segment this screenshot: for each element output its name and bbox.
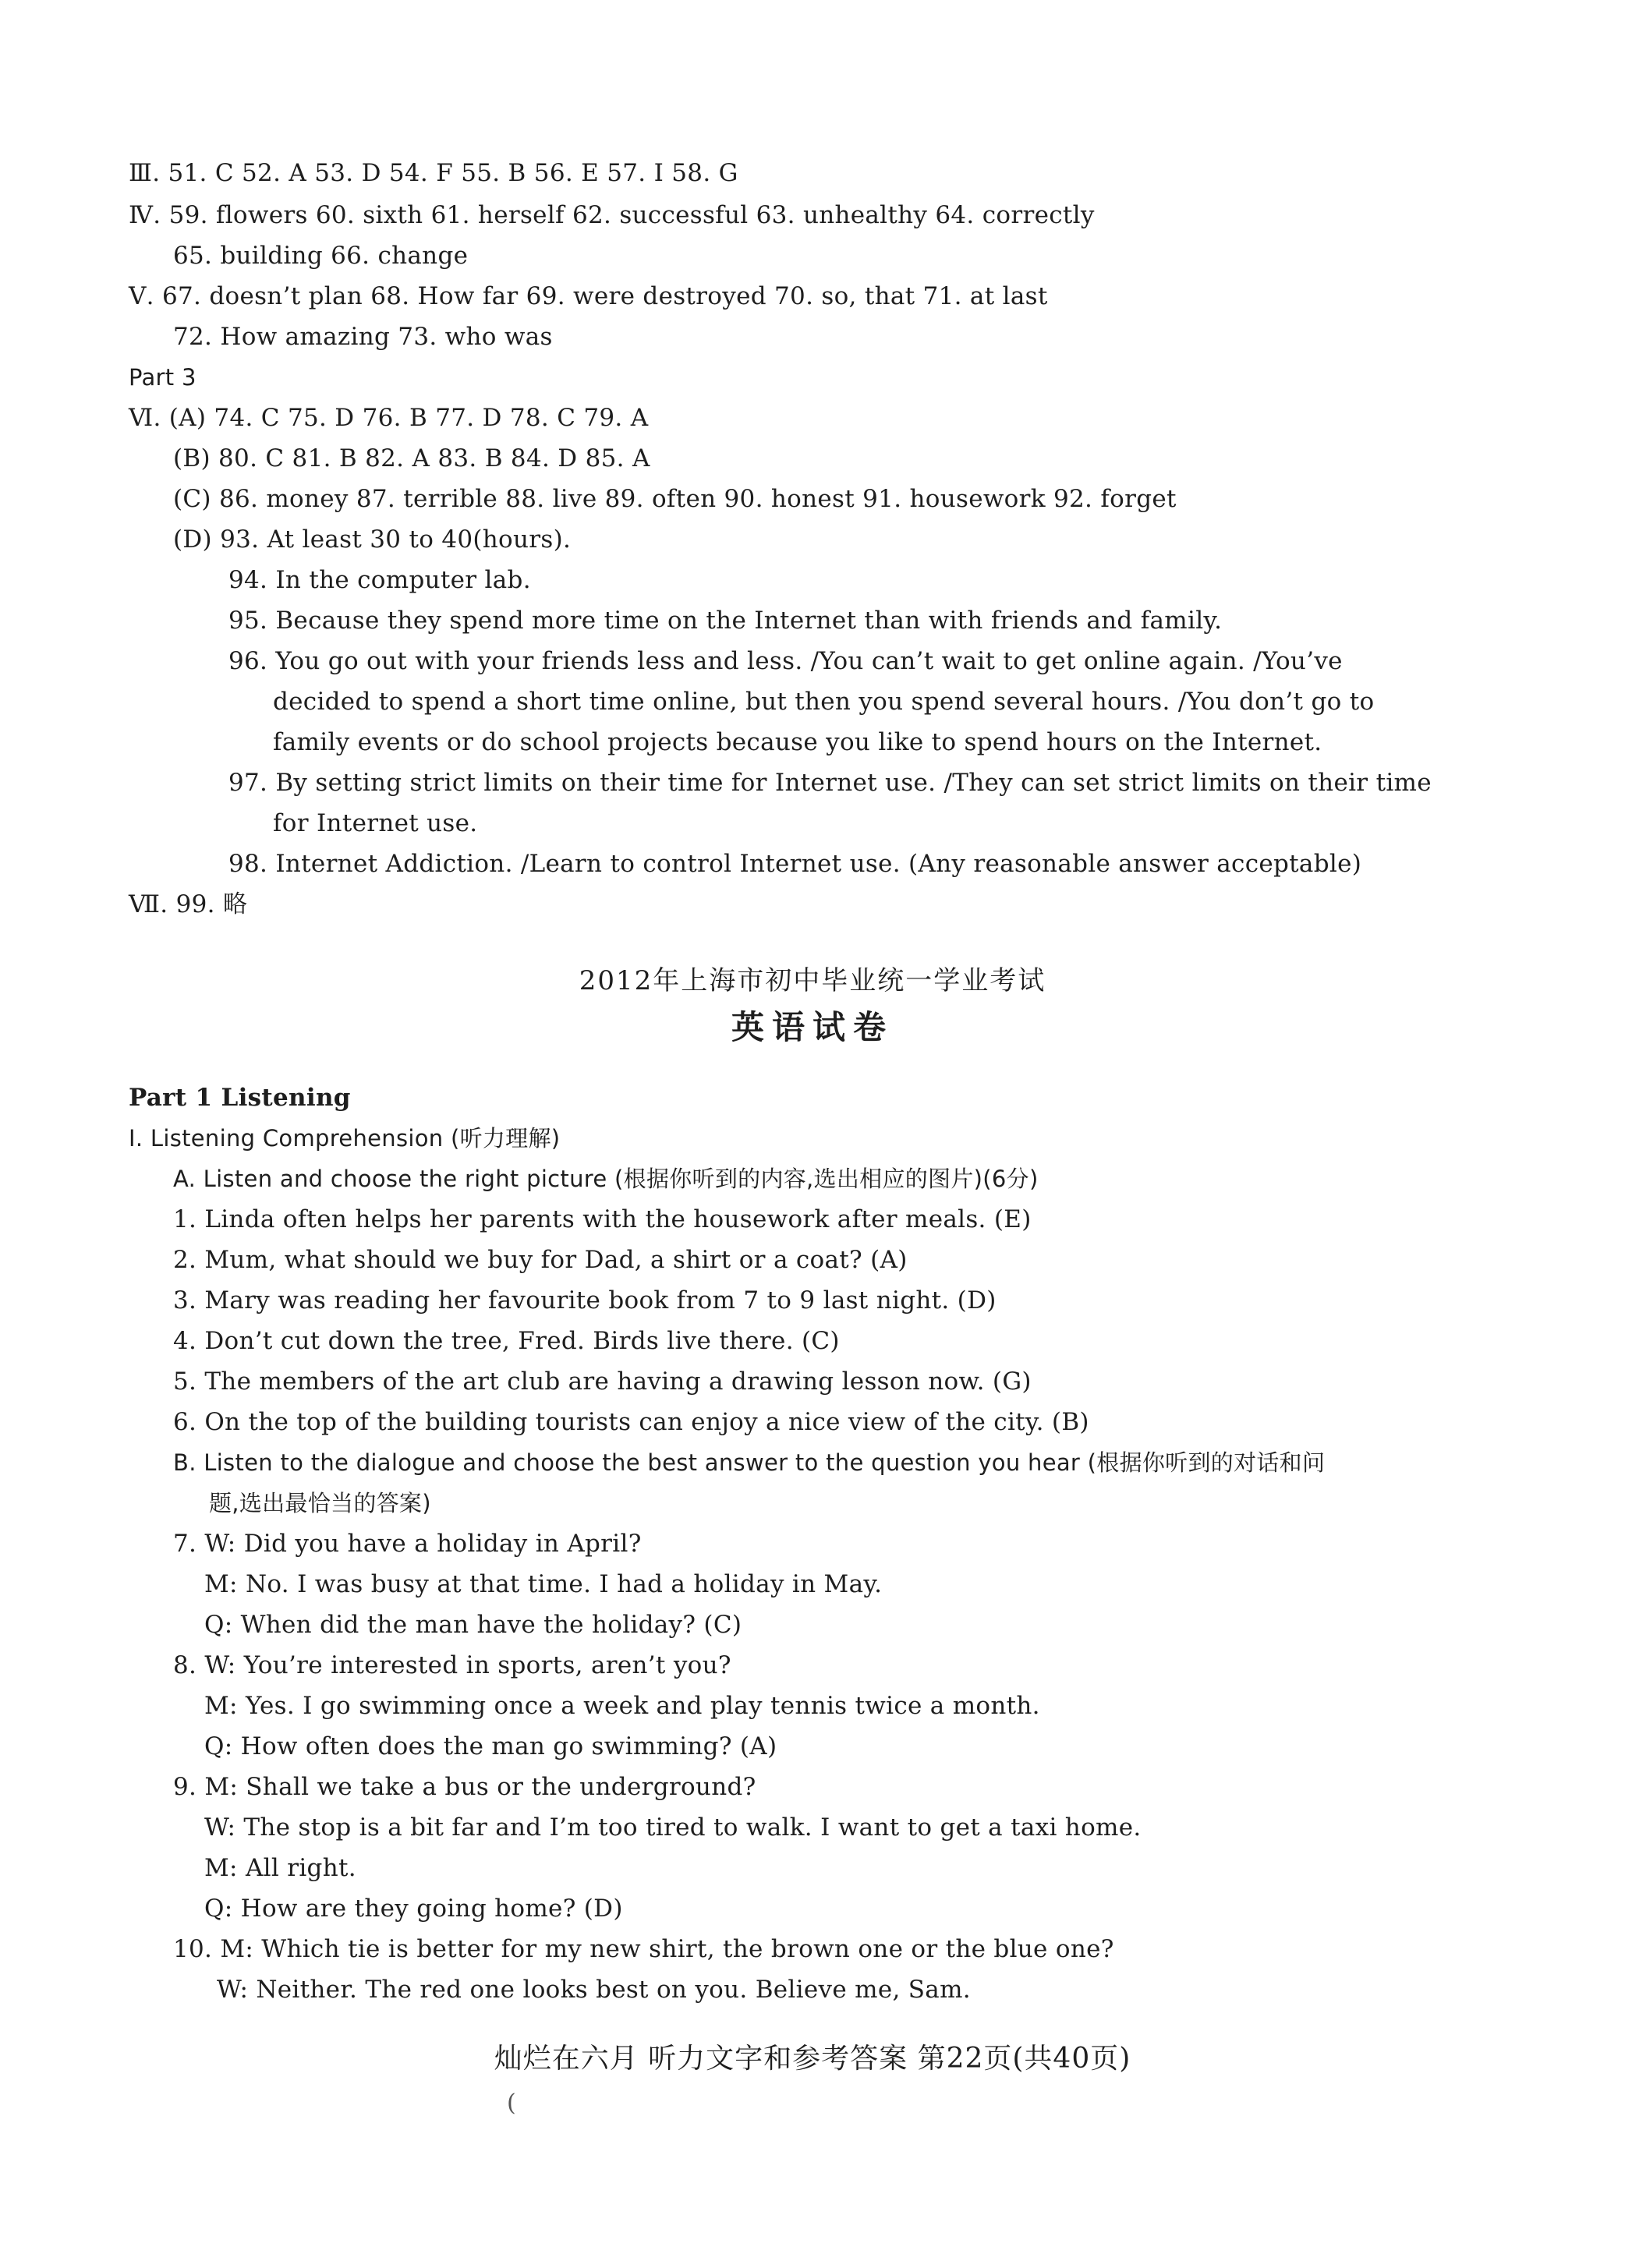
part-3-heading: Part 3 [129, 364, 196, 391]
answer-line-97: 97. By setting strict limits on their time for Internet use. /They can set strict limits on their time [228, 769, 1432, 797]
listening-item-1: 1. Linda often helps her parents with the housework after meals. (E) [173, 1205, 1032, 1233]
answer-line-vi-a: Ⅵ. (A) 74. C 75. D 76. B 77. D 78. C 79. A [129, 404, 649, 432]
section-a-instruction: A. Listen and choose the right picture (根据你听到的内容,选出相应的图片)(6分) [173, 1166, 1039, 1192]
section-i-heading: Ⅰ. Listening Comprehension (听力理解) [129, 1125, 561, 1152]
dialogue-9-m: 9. M: Shall we take a bus or the underground? [173, 1773, 756, 1801]
listening-item-4: 4. Don’t cut down the tree, Fred. Birds live there. (C) [173, 1327, 840, 1355]
dialogue-7-q: Q: When did the man have the holiday? (C) [204, 1611, 742, 1639]
dialogue-9-q: Q: How are they going home? (D) [204, 1895, 623, 1923]
dialogue-10-m: 10. M: Which tie is better for my new shirt, the brown one or the blue one? [173, 1935, 1114, 1963]
answer-line-95: 95. Because they spend more time on the Internet than with friends and family. [228, 607, 1223, 635]
answer-line-v: Ⅴ. 67. doesn’t plan 68. How far 69. were destroyed 70. so, that 71. at last [129, 282, 1048, 310]
answer-line-97-cont: for Internet use. [273, 809, 478, 837]
answer-line-iii: Ⅲ. 51. C 52. A 53. D 54. F 55. B 56. E 57. I 58. G [129, 159, 738, 187]
dialogue-8-m: M: Yes. I go swimming once a week and play tennis twice a month. [204, 1692, 1040, 1720]
dialogue-8-w: 8. W: You’re interested in sports, aren’t you? [173, 1651, 731, 1679]
answer-line-vi-c: (C) 86. money 87. terrible 88. live 89. often 90. honest 91. housework 92. forget [173, 485, 1177, 513]
answer-line-iv: Ⅳ. 59. flowers 60. sixth 61. herself 62. successful 63. unhealthy 64. correctly [129, 201, 1095, 229]
answer-line-iv-cont: 65. building 66. change [173, 242, 469, 270]
exam-title: 2012年上海市初中毕业统一学业考试 [579, 965, 1046, 996]
answer-line-vii: Ⅶ. 99. 略 [129, 890, 248, 918]
answer-line-96: 96. You go out with your friends less and less. /You can’t wait to get online again. /You’ve [228, 647, 1343, 675]
dialogue-7-m: M: No. I was busy at that time. I had a holiday in May. [204, 1570, 883, 1598]
answer-line-98: 98. Internet Addiction. /Learn to control Internet use. (Any reasonable answer acceptable) [228, 850, 1362, 878]
dialogue-9-w: W: The stop is a bit far and I’m too tired to walk. I want to get a taxi home. [204, 1813, 1142, 1842]
exam-subject-title: 英语试卷 [731, 1008, 894, 1046]
dialogue-10-w: W: Neither. The red one looks best on you. Believe me, Sam. [217, 1976, 971, 2004]
listening-item-5: 5. The members of the art club are having a drawing lesson now. (G) [173, 1368, 1032, 1396]
dialogue-8-q: Q: How often does the man go swimming? (A) [204, 1732, 777, 1760]
section-b-instruction-cont: 题,选出最恰当的答案) [209, 1490, 431, 1516]
part-1-heading: Part 1 Listening [129, 1084, 351, 1112]
answer-line-96-cont1: decided to spend a short time online, but then you spend several hours. /You don’t go to [273, 688, 1375, 716]
dialogue-9-m2: M: All right. [204, 1854, 356, 1882]
answer-line-vi-b: (B) 80. C 81. B 82. A 83. B 84. D 85. A [173, 444, 650, 472]
answer-line-96-cont2: family events or do school projects because you like to spend hours on the Internet. [273, 728, 1322, 756]
dialogue-7-w: 7. W: Did you have a holiday in April? [173, 1530, 642, 1558]
answer-line-94: 94. In the computer lab. [228, 566, 531, 594]
page-footer: 灿烂在六月 听力文字和参考答案 第22页(共40页) [494, 2043, 1131, 2075]
listening-item-2: 2. Mum, what should we buy for Dad, a shirt or a coat? (A) [173, 1246, 908, 1274]
listening-item-3: 3. Mary was reading her favourite book from 7 to 9 last night. (D) [173, 1286, 997, 1314]
answer-line-vi-d: (D) 93. At least 30 to 40(hours). [173, 525, 572, 554]
section-b-instruction: B. Listen to the dialogue and choose the best answer to the question you hear (根据你听到的对话和问 [173, 1449, 1326, 1476]
answer-line-v-cont: 72. How amazing 73. who was [173, 323, 553, 351]
listening-item-6: 6. On the top of the building tourists can enjoy a nice view of the city. (B) [173, 1408, 1089, 1436]
stray-ink-mark: ( [507, 2089, 516, 2117]
